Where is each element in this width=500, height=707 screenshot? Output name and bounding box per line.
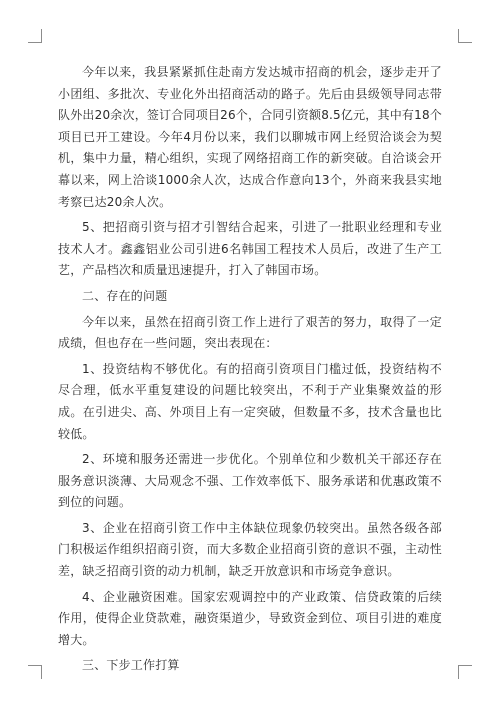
crop-mark-top-right: [458, 29, 472, 43]
paragraph-talent-introduction: 5、把招商引资与招才引智结合起来，引进了一批职业经理和专业技术人才。鑫鑫铝业公司引进6名韩国工程技术人员后，改进了生产工艺，产品档次和质量迅速提升，打入了韩国市场。: [58, 220, 442, 278]
paragraph-problem-1: 1、投资结构不够优化。有的招商引资项目门槛过低，投资结构不尽合理，低水平重复建设的问题比较突出，不利于产业集聚效益的形成。在引进尖、高、外项目上有一定突破，但数量不多，技术含量也比较低。: [58, 361, 442, 441]
paragraph-problem-3: 3、企业在招商引资工作中主体缺位现象仍较突出。虽然各级各部门积极运作组织招商引资，而大多数企业招商引资的意识不强，主动性差，缺乏招商引资的动力机制，缺乏开放意识和市场竞争意识。: [58, 520, 442, 579]
crop-mark-bottom-right: [458, 665, 472, 679]
crop-mark-top-left: [28, 29, 42, 43]
section-heading-next-steps: 三、下步工作打算: [82, 658, 180, 673]
section-heading-problems: 二、存在的问题: [82, 288, 168, 303]
paragraph-problems-intro: 今年以来，虽然在招商引资工作上进行了艰苦的努力，取得了一定成绩，但也存在一些问题，突出表现在：: [58, 314, 442, 351]
paragraph-problem-4: 4、企业融资困难。国家宏观调控中的产业政策、信贷政策的后续作用，使得企业贷款难，融资渠道少，导致资金到位、项目引进的难度增大。: [58, 589, 442, 647]
paragraph-online-investment: 今年以来，我县紧紧抓住赴南方发达城市招商的机会，逐步走开了小团组、多批次、专业化外出招商活动的路子。先后由县级领导同志带队外出20余次，签订合同项目26个，合同引资额8.5亿元，其中有18个项目已开工建设。今年4月份以来，我们以聊城市网上经贸洽谈会为契机，集中力量，精心组织，实现了网络招商工作的新突破。自洽谈会开幕以来，网上洽谈1000余人次，达成合作意向13个，外商来我县实地考察已达20余人次。: [58, 65, 442, 209]
crop-mark-bottom-left: [28, 665, 42, 679]
document-body: [58, 62, 442, 677]
paragraph-problem-2: 2、环境和服务还需进一步优化。个别单位和少数机关干部还存在服务意识淡薄、大局观念不强、工作效率低下、服务承诺和优惠政策不到位的问题。: [58, 452, 442, 510]
